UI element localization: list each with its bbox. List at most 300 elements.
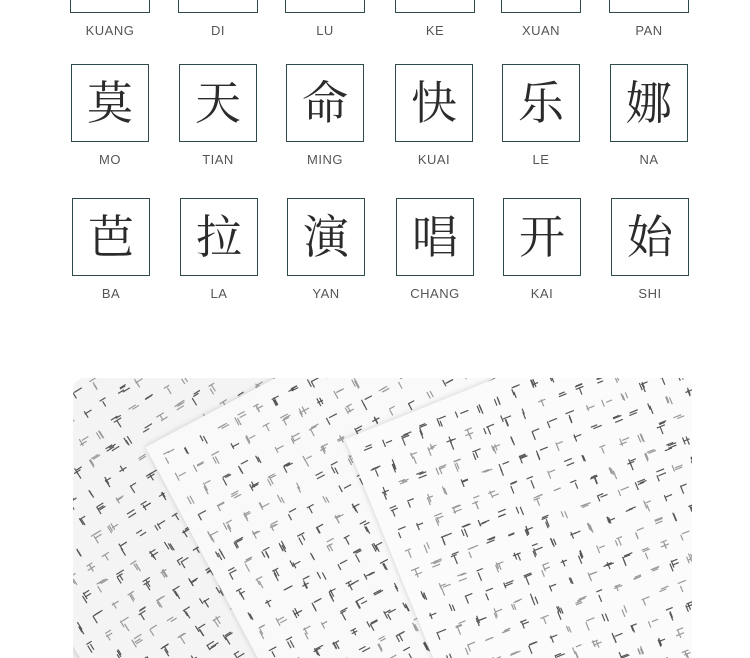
printed-glyph-mark bbox=[613, 583, 623, 592]
printed-glyph-mark bbox=[255, 455, 262, 464]
printed-glyph-mark bbox=[383, 606, 399, 622]
pinyin-label: LA bbox=[210, 286, 228, 301]
printed-glyph-mark bbox=[262, 422, 272, 432]
char-box: 芭 bbox=[72, 198, 150, 276]
printed-glyph-mark bbox=[199, 594, 213, 609]
char-box: 莫 bbox=[71, 64, 149, 142]
printed-glyph-mark bbox=[243, 556, 257, 572]
printed-glyph-mark bbox=[337, 559, 350, 570]
printed-glyph-mark bbox=[576, 550, 585, 564]
pinyin-label: PAN bbox=[635, 23, 663, 38]
char-box-partial bbox=[609, 0, 689, 13]
printed-glyph-mark bbox=[528, 641, 541, 654]
printed-glyph-mark bbox=[373, 589, 383, 596]
printed-glyph-mark bbox=[483, 424, 497, 437]
pinyin-label: SHI bbox=[638, 286, 662, 301]
printed-glyph-mark bbox=[76, 548, 82, 556]
printed-glyph-mark bbox=[312, 644, 326, 657]
printed-glyph-mark bbox=[407, 498, 416, 508]
pinyin-label: KAI bbox=[530, 286, 554, 301]
printed-glyph-mark bbox=[207, 527, 222, 543]
printed-glyph-mark bbox=[363, 444, 373, 451]
printed-glyph-mark bbox=[417, 423, 431, 439]
printed-glyph-mark bbox=[435, 464, 449, 476]
printed-glyph-mark bbox=[230, 490, 241, 500]
pinyin-label: DI bbox=[211, 23, 225, 38]
printed-glyph-mark bbox=[233, 649, 247, 658]
printed-glyph-mark bbox=[587, 569, 599, 581]
printed-glyph-mark bbox=[442, 378, 454, 387]
printed-glyph-mark bbox=[408, 400, 418, 410]
printed-glyph-mark bbox=[371, 539, 385, 553]
printed-glyph-mark bbox=[587, 522, 594, 533]
printed-glyph-mark bbox=[510, 436, 515, 445]
printed-glyph-mark bbox=[183, 606, 195, 619]
printed-glyph-mark bbox=[672, 512, 677, 521]
printed-glyph-mark bbox=[138, 454, 147, 461]
printed-glyph-mark bbox=[325, 538, 339, 553]
char-cell bbox=[72, 198, 150, 301]
printed-glyph-mark bbox=[81, 589, 95, 603]
printed-glyph-mark bbox=[370, 465, 384, 478]
printed-glyph-mark bbox=[355, 596, 369, 609]
printed-glyph-mark bbox=[322, 495, 329, 504]
printed-glyph-mark bbox=[215, 548, 226, 561]
printed-glyph-mark bbox=[426, 442, 439, 456]
printed-glyph-mark bbox=[476, 568, 487, 581]
printed-glyph-mark bbox=[327, 587, 340, 602]
printed-glyph-mark bbox=[554, 652, 567, 658]
printed-glyph-mark bbox=[565, 410, 578, 424]
printed-glyph-mark bbox=[88, 453, 103, 467]
char-cell bbox=[286, 64, 364, 167]
pinyin-label: MING bbox=[307, 152, 343, 167]
printed-glyph-mark bbox=[619, 649, 632, 658]
printed-glyph-mark bbox=[673, 413, 684, 420]
printed-glyph-mark bbox=[128, 403, 139, 412]
char-box-partial bbox=[178, 0, 258, 13]
printed-glyph-mark bbox=[397, 526, 409, 538]
printed-glyph-mark bbox=[630, 623, 639, 633]
printed-glyph-mark bbox=[484, 588, 496, 601]
printed-glyph-mark bbox=[316, 524, 327, 534]
printed-glyph-mark bbox=[117, 463, 127, 473]
printed-glyph-mark bbox=[202, 479, 216, 494]
printed-glyph-mark bbox=[639, 380, 651, 393]
printed-glyph-mark bbox=[91, 530, 107, 545]
printed-glyph-mark bbox=[644, 448, 659, 461]
char-box: 演 bbox=[287, 198, 365, 276]
printed-glyph-mark bbox=[277, 494, 285, 505]
printed-glyph-mark bbox=[650, 566, 660, 572]
printed-glyph-mark bbox=[115, 494, 126, 504]
printed-glyph-mark bbox=[558, 391, 567, 397]
printed-glyph-mark bbox=[454, 620, 469, 635]
printed-glyph-mark bbox=[315, 396, 325, 407]
printed-glyph-mark bbox=[222, 473, 235, 486]
printed-glyph-mark bbox=[111, 414, 127, 430]
printed-glyph-mark bbox=[614, 378, 620, 383]
printed-glyph-mark bbox=[380, 559, 393, 572]
printed-glyph-mark bbox=[555, 440, 565, 451]
printed-glyph-mark bbox=[493, 397, 500, 407]
printed-glyph-mark bbox=[212, 615, 225, 628]
printed-glyph-mark bbox=[257, 624, 270, 639]
printed-glyph-mark bbox=[581, 454, 586, 461]
printed-glyph-mark bbox=[208, 382, 219, 394]
printed-glyph-mark bbox=[351, 501, 363, 514]
char-cell bbox=[396, 198, 474, 301]
printed-glyph-mark bbox=[620, 391, 628, 401]
printed-glyph-mark bbox=[92, 610, 107, 624]
char-box: 唱 bbox=[396, 198, 474, 276]
printed-glyph-mark bbox=[255, 576, 267, 589]
printed-glyph-mark bbox=[338, 480, 352, 492]
printed-glyph-mark bbox=[107, 520, 121, 533]
char-box-partial bbox=[395, 0, 475, 13]
printed-glyph-mark bbox=[73, 496, 81, 510]
printed-glyph-mark bbox=[663, 441, 678, 451]
printed-glyph-mark bbox=[426, 390, 433, 399]
printed-glyph-mark bbox=[199, 434, 208, 445]
char-cell bbox=[611, 198, 689, 301]
printed-glyph-mark bbox=[536, 446, 552, 460]
printed-glyph-mark bbox=[99, 397, 109, 408]
printed-glyph-mark bbox=[519, 453, 530, 464]
printed-glyph-mark bbox=[76, 622, 85, 635]
char-cell bbox=[180, 198, 258, 301]
printed-glyph-mark bbox=[102, 552, 113, 562]
printed-glyph-mark bbox=[580, 502, 591, 509]
printed-glyph-mark bbox=[333, 386, 346, 399]
printed-glyph-mark bbox=[574, 596, 588, 606]
printed-glyph-mark bbox=[647, 403, 653, 415]
printed-glyph-mark bbox=[73, 387, 85, 399]
pinyin-label: MO bbox=[99, 152, 121, 167]
char-box: 拉 bbox=[180, 198, 258, 276]
printed-glyph-mark bbox=[206, 639, 219, 650]
printed-glyph-mark bbox=[283, 585, 292, 591]
printed-glyph-mark bbox=[512, 550, 523, 562]
printed-glyph-mark bbox=[523, 524, 535, 536]
printed-glyph-mark bbox=[344, 404, 354, 414]
printed-glyph-mark bbox=[637, 433, 645, 443]
printed-glyph-mark bbox=[287, 508, 300, 521]
printed-glyph-mark bbox=[245, 432, 258, 445]
printed-glyph-mark bbox=[283, 461, 296, 473]
printed-glyph-mark bbox=[261, 547, 274, 560]
printed-glyph-mark bbox=[602, 560, 615, 571]
printed-glyph-mark bbox=[666, 607, 678, 622]
printed-glyph-mark bbox=[637, 646, 645, 656]
printed-glyph-mark bbox=[420, 590, 427, 601]
printed-glyph-mark bbox=[198, 510, 209, 521]
printed-glyph-mark bbox=[618, 435, 632, 446]
printed-glyph-mark bbox=[73, 528, 75, 539]
printed-glyph-mark bbox=[478, 516, 491, 526]
printed-glyph-mark bbox=[438, 579, 453, 596]
char-cell bbox=[502, 64, 580, 167]
printed-glyph-mark bbox=[654, 517, 664, 525]
printed-glyph-mark bbox=[96, 430, 105, 440]
printed-glyph-mark bbox=[140, 499, 152, 511]
printed-glyph-mark bbox=[526, 476, 537, 490]
printed-glyph-mark bbox=[96, 502, 108, 514]
printed-glyph-mark bbox=[596, 378, 606, 384]
printed-glyph-mark bbox=[315, 471, 325, 479]
printed-glyph-mark bbox=[89, 378, 103, 391]
printed-glyph-mark bbox=[485, 536, 496, 544]
printed-glyph-mark bbox=[641, 547, 653, 560]
printed-glyph-mark bbox=[541, 515, 553, 530]
printed-glyph-mark bbox=[634, 527, 647, 539]
printed-glyph-mark bbox=[253, 402, 265, 413]
printed-glyph-mark bbox=[445, 434, 459, 451]
printed-glyph-mark bbox=[389, 505, 400, 517]
printed-glyph-mark bbox=[321, 620, 330, 629]
printed-glyph-mark bbox=[115, 649, 124, 658]
printed-glyph-mark bbox=[79, 515, 89, 526]
printed-glyph-mark bbox=[463, 427, 476, 441]
printed-glyph-mark bbox=[500, 412, 514, 428]
printed-glyph-mark bbox=[302, 452, 315, 467]
printed-glyph-mark bbox=[457, 572, 469, 582]
printed-glyph-mark bbox=[555, 605, 565, 620]
printed-glyph-mark bbox=[570, 480, 579, 491]
printed-glyph-mark bbox=[461, 378, 471, 380]
printed-glyph-mark bbox=[83, 408, 94, 419]
printed-glyph-mark bbox=[476, 404, 483, 415]
printed-glyph-mark bbox=[496, 509, 507, 518]
printed-glyph-mark bbox=[142, 577, 156, 592]
printed-glyph-mark bbox=[156, 412, 168, 423]
printed-glyph-mark bbox=[302, 625, 315, 640]
printed-glyph-mark bbox=[395, 631, 408, 643]
printed-glyph-mark bbox=[548, 378, 555, 383]
printed-glyph-mark bbox=[461, 477, 471, 487]
printed-glyph-mark bbox=[115, 569, 129, 583]
printed-glyph-mark bbox=[130, 482, 141, 493]
printed-glyph-mark bbox=[606, 514, 616, 524]
printed-glyph-mark bbox=[171, 512, 181, 522]
printed-glyph-mark bbox=[465, 593, 476, 604]
printed-glyph-mark bbox=[641, 596, 652, 606]
printed-glyph-mark bbox=[160, 643, 174, 658]
printed-glyph-mark bbox=[516, 505, 525, 516]
printed-glyph-mark bbox=[455, 407, 470, 418]
printed-glyph-mark bbox=[492, 606, 504, 619]
char-box: 开 bbox=[503, 198, 581, 276]
printed-glyph-mark bbox=[423, 542, 431, 553]
printed-glyph-mark bbox=[187, 495, 195, 505]
printed-glyph-mark bbox=[467, 545, 481, 559]
printed-glyph-mark bbox=[530, 542, 545, 558]
printed-glyph-mark bbox=[297, 532, 309, 545]
printed-glyph-mark bbox=[295, 655, 308, 658]
printed-glyph-mark bbox=[278, 541, 288, 554]
printed-glyph-mark bbox=[163, 448, 179, 464]
printed-glyph-mark bbox=[618, 486, 631, 496]
pinyin-label: KE bbox=[425, 23, 445, 38]
char-box: 命 bbox=[286, 64, 364, 142]
printed-glyph-mark bbox=[118, 540, 133, 556]
printed-glyph-mark bbox=[104, 630, 115, 641]
printed-glyph-mark bbox=[86, 641, 97, 653]
printed-glyph-mark bbox=[269, 520, 281, 531]
pinyin-label: BA bbox=[101, 286, 121, 301]
printed-glyph-mark bbox=[416, 521, 425, 531]
printed-glyph-mark bbox=[353, 548, 366, 563]
char-cell bbox=[287, 198, 365, 301]
printed-glyph-mark bbox=[130, 560, 142, 574]
printed-glyph-mark bbox=[510, 598, 525, 610]
printed-glyph-mark bbox=[126, 509, 137, 518]
pinyin-label: XUAN bbox=[521, 23, 561, 38]
printed-glyph-mark bbox=[591, 423, 602, 430]
printed-glyph-mark bbox=[401, 431, 416, 446]
printed-glyph-mark bbox=[136, 528, 147, 537]
printed-glyph-mark bbox=[680, 530, 692, 540]
printed-glyph-mark bbox=[310, 553, 315, 561]
printed-glyph-mark bbox=[366, 617, 381, 632]
printed-glyph-mark bbox=[343, 535, 353, 546]
printed-glyph-mark bbox=[330, 461, 343, 475]
printed-glyph-mark bbox=[137, 606, 152, 621]
printed-glyph-mark bbox=[398, 478, 409, 485]
printed-glyph-mark bbox=[572, 644, 586, 658]
printed-glyph-mark bbox=[175, 468, 188, 481]
printed-glyph-mark bbox=[561, 510, 568, 520]
printed-glyph-mark bbox=[411, 567, 424, 579]
printed-glyph-mark bbox=[491, 442, 503, 454]
printed-glyph-mark bbox=[271, 395, 282, 406]
printed-glyph-mark bbox=[334, 512, 347, 524]
printed-glyph-mark bbox=[217, 422, 229, 430]
printed-glyph-mark bbox=[174, 400, 187, 411]
printed-glyph-mark bbox=[351, 378, 360, 390]
printed-glyph-mark bbox=[236, 587, 248, 601]
pinyin-label: TIAN bbox=[202, 152, 234, 167]
printed-glyph-mark bbox=[363, 569, 376, 580]
printed-glyph-mark bbox=[611, 629, 624, 643]
printed-glyph-mark bbox=[530, 592, 539, 605]
printed-glyph-mark bbox=[635, 478, 649, 490]
printed-glyph-mark bbox=[326, 413, 340, 425]
printed-glyph-mark bbox=[564, 458, 575, 467]
printed-glyph-mark bbox=[481, 468, 492, 474]
char-box: 娜 bbox=[610, 64, 688, 142]
printed-glyph-mark bbox=[390, 459, 398, 473]
printed-glyph-mark bbox=[280, 413, 294, 427]
printed-glyph-mark bbox=[299, 575, 314, 590]
printed-glyph-mark bbox=[596, 543, 607, 554]
printed-glyph-mark bbox=[681, 649, 692, 658]
printed-glyph-mark bbox=[539, 562, 553, 577]
printed-glyph-mark bbox=[111, 600, 121, 610]
printed-glyph-mark bbox=[485, 637, 494, 641]
printed-glyph-mark bbox=[380, 485, 392, 500]
char-cell bbox=[179, 64, 257, 167]
printed-glyph-mark bbox=[123, 435, 132, 446]
printed-glyph-mark bbox=[434, 512, 446, 526]
printed-glyph-mark bbox=[184, 447, 189, 455]
printed-glyph-mark bbox=[402, 602, 410, 613]
printed-glyph-mark bbox=[307, 504, 318, 515]
printed-glyph-mark bbox=[149, 624, 161, 636]
printed-glyph-mark bbox=[689, 453, 692, 469]
pinyin-label: KUAI bbox=[417, 152, 451, 167]
printed-glyph-mark bbox=[73, 419, 78, 431]
printed-glyph-mark bbox=[177, 632, 190, 645]
printed-glyph-mark bbox=[450, 551, 463, 565]
printed-glyph-mark bbox=[96, 577, 112, 593]
printed-glyph-mark bbox=[177, 554, 193, 569]
printed-glyph-mark bbox=[591, 638, 603, 650]
printed-glyph-mark bbox=[601, 612, 609, 622]
printed-glyph-mark bbox=[523, 572, 535, 585]
printed-glyph-mark bbox=[472, 448, 484, 460]
printed-glyph-mark bbox=[538, 398, 548, 408]
printed-glyph-mark bbox=[217, 501, 228, 511]
printed-glyph-mark bbox=[416, 470, 428, 479]
pinyin-label: YAN bbox=[312, 286, 340, 301]
char-box: 乐 bbox=[502, 64, 580, 142]
printed-glyph-mark bbox=[508, 532, 515, 536]
printed-glyph-mark bbox=[233, 537, 246, 549]
printed-glyph-mark bbox=[620, 605, 628, 617]
printed-glyph-mark bbox=[655, 420, 670, 435]
printed-glyph-mark bbox=[613, 414, 624, 423]
printed-glyph-mark bbox=[648, 618, 660, 628]
printed-glyph-mark bbox=[339, 607, 352, 621]
printed-glyph-mark bbox=[116, 383, 130, 395]
printed-glyph-mark bbox=[145, 394, 154, 400]
printed-glyph-mark bbox=[430, 558, 443, 568]
printed-glyph-mark bbox=[494, 560, 506, 573]
printed-glyph-mark bbox=[222, 630, 237, 645]
printed-glyph-mark bbox=[487, 488, 499, 499]
printed-glyph-mark bbox=[682, 435, 692, 446]
printed-glyph-mark bbox=[665, 395, 673, 406]
printed-glyph-mark bbox=[547, 468, 558, 479]
printed-glyph-mark bbox=[657, 636, 667, 647]
printed-glyph-mark bbox=[490, 654, 504, 658]
printed-glyph-mark bbox=[105, 441, 120, 453]
printed-glyph-mark bbox=[223, 519, 237, 534]
printed-glyph-mark bbox=[643, 498, 654, 512]
printed-glyph-mark bbox=[243, 510, 254, 522]
printed-glyph-mark bbox=[289, 556, 302, 569]
printed-glyph-mark bbox=[549, 633, 559, 643]
printed-glyph-mark bbox=[264, 598, 274, 608]
printed-glyph-mark bbox=[393, 583, 399, 592]
printed-glyph-mark bbox=[464, 642, 478, 656]
printed-glyph-mark bbox=[258, 498, 270, 509]
printed-glyph-mark bbox=[436, 415, 449, 427]
printed-glyph-mark bbox=[189, 654, 199, 658]
printed-glyph-mark bbox=[678, 580, 690, 593]
char-box: 天 bbox=[179, 64, 257, 142]
printed-glyph-mark bbox=[521, 408, 527, 419]
printed-glyph-mark bbox=[403, 647, 416, 658]
char-box-partial bbox=[285, 0, 365, 13]
printed-glyph-mark bbox=[286, 636, 297, 649]
printed-glyph-mark bbox=[549, 583, 558, 592]
printed-glyph-mark bbox=[266, 473, 279, 486]
printed-glyph-mark bbox=[540, 615, 551, 625]
printed-glyph-mark bbox=[167, 615, 177, 624]
char-box-partial bbox=[70, 0, 150, 13]
